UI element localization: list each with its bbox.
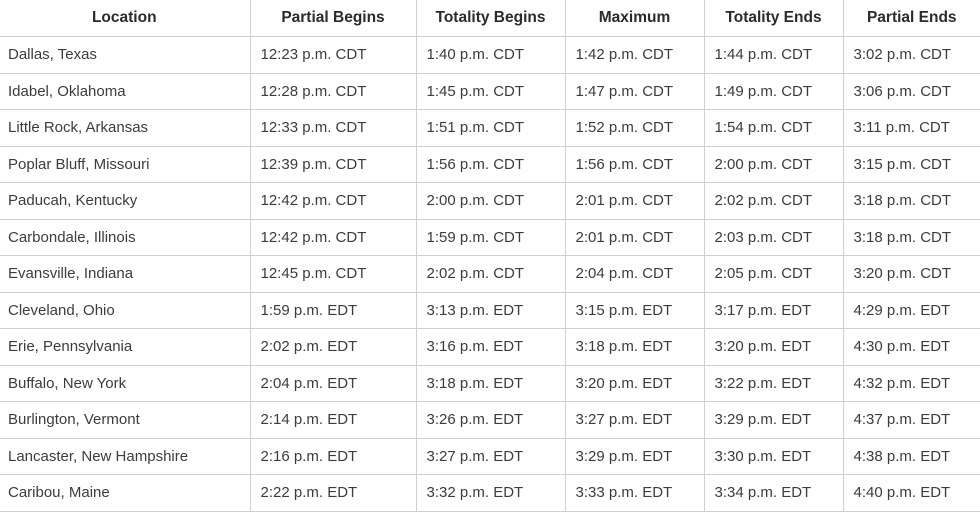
column-header-maximum: Maximum <box>565 0 704 37</box>
cell-location: Caribou, Maine <box>0 475 250 512</box>
table-row <box>0 365 980 402</box>
cell-totality-begins: 1:40 p.m. CDT <box>416 37 565 74</box>
cell-partial-ends: 3:15 p.m. CDT <box>843 146 980 183</box>
cell-totality-ends: 2:03 p.m. CDT <box>704 219 843 256</box>
table-body <box>0 37 980 512</box>
cell-location: Cleveland, Ohio <box>0 292 250 329</box>
column-header-partial-ends: Partial Ends <box>843 0 980 37</box>
table-row <box>0 73 980 110</box>
cell-totality-begins: 3:32 p.m. EDT <box>416 475 565 512</box>
column-header-totality-begins: Totality Begins <box>416 0 565 37</box>
cell-partial-begins: 2:04 p.m. EDT <box>250 365 416 402</box>
cell-totality-ends: 3:22 p.m. EDT <box>704 365 843 402</box>
cell-partial-ends: 4:30 p.m. EDT <box>843 329 980 366</box>
cell-totality-begins: 1:56 p.m. CDT <box>416 146 565 183</box>
column-header-partial-begins: Partial Begins <box>250 0 416 37</box>
cell-totality-ends: 2:00 p.m. CDT <box>704 146 843 183</box>
cell-maximum: 3:18 p.m. EDT <box>565 329 704 366</box>
cell-totality-begins: 3:18 p.m. EDT <box>416 365 565 402</box>
cell-partial-begins: 2:22 p.m. EDT <box>250 475 416 512</box>
cell-totality-begins: 3:13 p.m. EDT <box>416 292 565 329</box>
cell-maximum: 2:04 p.m. CDT <box>565 256 704 293</box>
table-row <box>0 475 980 512</box>
table-row <box>0 37 980 74</box>
cell-partial-begins: 12:23 p.m. CDT <box>250 37 416 74</box>
table-row <box>0 292 980 329</box>
cell-location: Buffalo, New York <box>0 365 250 402</box>
cell-totality-begins: 1:45 p.m. CDT <box>416 73 565 110</box>
cell-location: Erie, Pennsylvania <box>0 329 250 366</box>
table-row <box>0 110 980 147</box>
table-row <box>0 438 980 475</box>
cell-maximum: 3:15 p.m. EDT <box>565 292 704 329</box>
cell-totality-begins: 3:26 p.m. EDT <box>416 402 565 439</box>
cell-partial-begins: 12:42 p.m. CDT <box>250 183 416 220</box>
cell-maximum: 1:42 p.m. CDT <box>565 37 704 74</box>
cell-partial-begins: 2:14 p.m. EDT <box>250 402 416 439</box>
table-row <box>0 402 980 439</box>
cell-partial-ends: 4:40 p.m. EDT <box>843 475 980 512</box>
column-header-location: Location <box>0 0 250 37</box>
cell-totality-ends: 3:17 p.m. EDT <box>704 292 843 329</box>
cell-partial-begins: 1:59 p.m. EDT <box>250 292 416 329</box>
cell-maximum: 3:27 p.m. EDT <box>565 402 704 439</box>
cell-partial-ends: 4:37 p.m. EDT <box>843 402 980 439</box>
cell-partial-ends: 3:18 p.m. CDT <box>843 219 980 256</box>
cell-totality-ends: 1:49 p.m. CDT <box>704 73 843 110</box>
cell-partial-ends: 4:38 p.m. EDT <box>843 438 980 475</box>
cell-partial-begins: 2:16 p.m. EDT <box>250 438 416 475</box>
cell-partial-ends: 4:32 p.m. EDT <box>843 365 980 402</box>
column-header-totality-ends: Totality Ends <box>704 0 843 37</box>
table-row <box>0 256 980 293</box>
cell-totality-ends: 1:44 p.m. CDT <box>704 37 843 74</box>
cell-partial-ends: 3:18 p.m. CDT <box>843 183 980 220</box>
cell-maximum: 1:47 p.m. CDT <box>565 73 704 110</box>
cell-totality-ends: 2:02 p.m. CDT <box>704 183 843 220</box>
cell-partial-ends: 3:02 p.m. CDT <box>843 37 980 74</box>
cell-totality-begins: 1:59 p.m. CDT <box>416 219 565 256</box>
cell-partial-ends: 3:06 p.m. CDT <box>843 73 980 110</box>
cell-partial-begins: 12:42 p.m. CDT <box>250 219 416 256</box>
cell-location: Evansville, Indiana <box>0 256 250 293</box>
cell-partial-begins: 12:39 p.m. CDT <box>250 146 416 183</box>
cell-maximum: 3:20 p.m. EDT <box>565 365 704 402</box>
cell-totality-begins: 1:51 p.m. CDT <box>416 110 565 147</box>
cell-location: Paducah, Kentucky <box>0 183 250 220</box>
cell-totality-ends: 3:20 p.m. EDT <box>704 329 843 366</box>
cell-totality-ends: 3:29 p.m. EDT <box>704 402 843 439</box>
cell-location: Little Rock, Arkansas <box>0 110 250 147</box>
table-row <box>0 329 980 366</box>
cell-partial-begins: 2:02 p.m. EDT <box>250 329 416 366</box>
cell-partial-ends: 4:29 p.m. EDT <box>843 292 980 329</box>
cell-totality-begins: 2:02 p.m. CDT <box>416 256 565 293</box>
cell-partial-begins: 12:28 p.m. CDT <box>250 73 416 110</box>
cell-partial-begins: 12:45 p.m. CDT <box>250 256 416 293</box>
table-row <box>0 183 980 220</box>
cell-location: Dallas, Texas <box>0 37 250 74</box>
cell-maximum: 1:56 p.m. CDT <box>565 146 704 183</box>
cell-maximum: 3:29 p.m. EDT <box>565 438 704 475</box>
table-header <box>0 0 980 37</box>
cell-totality-ends: 3:30 p.m. EDT <box>704 438 843 475</box>
table-header-row <box>0 0 980 37</box>
cell-maximum: 2:01 p.m. CDT <box>565 219 704 256</box>
table-row <box>0 219 980 256</box>
cell-location: Carbondale, Illinois <box>0 219 250 256</box>
cell-location: Lancaster, New Hampshire <box>0 438 250 475</box>
cell-totality-begins: 2:00 p.m. CDT <box>416 183 565 220</box>
cell-partial-ends: 3:20 p.m. CDT <box>843 256 980 293</box>
cell-location: Burlington, Vermont <box>0 402 250 439</box>
cell-location: Idabel, Oklahoma <box>0 73 250 110</box>
table-row <box>0 146 980 183</box>
cell-totality-ends: 1:54 p.m. CDT <box>704 110 843 147</box>
cell-totality-begins: 3:27 p.m. EDT <box>416 438 565 475</box>
cell-totality-begins: 3:16 p.m. EDT <box>416 329 565 366</box>
cell-location: Poplar Bluff, Missouri <box>0 146 250 183</box>
cell-maximum: 1:52 p.m. CDT <box>565 110 704 147</box>
cell-partial-begins: 12:33 p.m. CDT <box>250 110 416 147</box>
cell-totality-ends: 2:05 p.m. CDT <box>704 256 843 293</box>
cell-totality-ends: 3:34 p.m. EDT <box>704 475 843 512</box>
cell-maximum: 3:33 p.m. EDT <box>565 475 704 512</box>
cell-partial-ends: 3:11 p.m. CDT <box>843 110 980 147</box>
cell-maximum: 2:01 p.m. CDT <box>565 183 704 220</box>
